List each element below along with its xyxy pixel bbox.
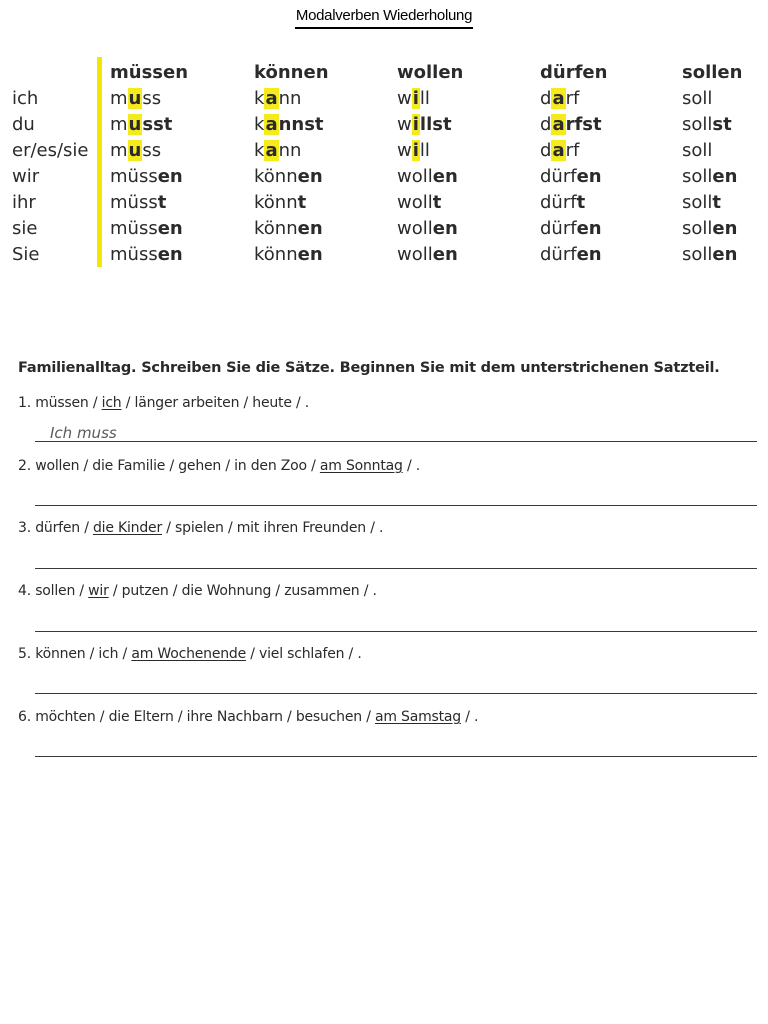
exercise-item: 2. wollen / die Familie / gehen / in den Zoo / am Sonntag / . — [18, 458, 420, 474]
header-duerfen: dürfen — [540, 62, 608, 83]
answer-line[interactable] — [35, 693, 757, 694]
table-row — [12, 192, 762, 218]
worksheet-title — [0, 7, 768, 29]
verb-form: wollt — [397, 192, 442, 213]
verb-form: dürft — [540, 192, 586, 213]
pronoun: Sie — [12, 244, 40, 265]
header-muessen: müssen — [110, 62, 189, 83]
verb-form: wollen — [397, 218, 458, 239]
verb-form: sollen — [682, 244, 738, 265]
verb-form: darf — [540, 88, 580, 109]
worksheet-title-text: Modalverben Wiederholung — [295, 7, 473, 29]
exercise-item: 5. können / ich / am Wochenende / viel schlafen / . — [18, 646, 362, 662]
table-header-row — [12, 62, 762, 88]
answer-line[interactable] — [35, 568, 757, 569]
pronoun: er/es/sie — [12, 140, 89, 161]
verb-form: darf — [540, 140, 580, 161]
verb-form: darfst — [540, 114, 602, 135]
pronoun: wir — [12, 166, 40, 187]
header-sollen: sollen — [682, 62, 743, 83]
verb-form: können — [254, 166, 323, 187]
pronoun: ich — [12, 88, 39, 109]
exercise-instruction: Familienalltag. Schreiben Sie die Sätze. Beginnen Sie mit dem unterstrichenen Satzteil. — [18, 360, 720, 376]
verb-form: sollen — [682, 218, 738, 239]
verb-form: müssen — [110, 218, 183, 239]
table-row — [12, 218, 762, 244]
verb-form: soll — [682, 140, 713, 161]
verb-form: will — [397, 140, 430, 161]
verb-form: können — [254, 244, 323, 265]
verb-form: dürfen — [540, 218, 602, 239]
answer-line[interactable] — [35, 631, 757, 632]
verb-form: wollen — [397, 166, 458, 187]
pronoun: sie — [12, 218, 38, 239]
table-row — [12, 244, 762, 270]
verb-form: sollst — [682, 114, 732, 135]
verb-form: müssen — [110, 244, 183, 265]
exercise-item: 4. sollen / wir / putzen / die Wohnung / zusammen / . — [18, 583, 377, 599]
exercise-item: 3. dürfen / die Kinder / spielen / mit ihren Freunden / . — [18, 520, 384, 536]
header-koennen: können — [254, 62, 329, 83]
header-wollen: wollen — [397, 62, 464, 83]
verb-form: wollen — [397, 244, 458, 265]
verb-form: dürfen — [540, 244, 602, 265]
table-row — [12, 140, 762, 166]
verb-form: kann — [254, 140, 302, 161]
verb-form: willst — [397, 114, 452, 135]
table-row — [12, 114, 762, 140]
table-row — [12, 88, 762, 114]
example-answer: Ich muss — [50, 424, 117, 442]
verb-form: kann — [254, 88, 302, 109]
verb-form: dürfen — [540, 166, 602, 187]
verb-form: soll — [682, 88, 713, 109]
verb-form: sollt — [682, 192, 722, 213]
verb-form: kannst — [254, 114, 324, 135]
exercise-item: 1. müssen / ich / länger arbeiten / heute / . — [18, 395, 310, 411]
answer-line[interactable] — [35, 441, 757, 442]
answer-line[interactable] — [35, 505, 757, 506]
conjugation-table — [12, 57, 762, 267]
verb-form: sollen — [682, 166, 738, 187]
verb-form: könnt — [254, 192, 307, 213]
verb-form: können — [254, 218, 323, 239]
verb-form: müsst — [110, 192, 167, 213]
pronoun: ihr — [12, 192, 36, 213]
verb-form: musst — [110, 114, 173, 135]
verb-form: müssen — [110, 166, 183, 187]
pronoun: du — [12, 114, 35, 135]
verb-form: muss — [110, 140, 162, 161]
table-row — [12, 166, 762, 192]
exercise-item: 6. möchten / die Eltern / ihre Nachbarn / besuchen / am Samstag / . — [18, 709, 479, 725]
verb-form: will — [397, 88, 430, 109]
verb-form: muss — [110, 88, 162, 109]
answer-line[interactable] — [35, 756, 757, 757]
